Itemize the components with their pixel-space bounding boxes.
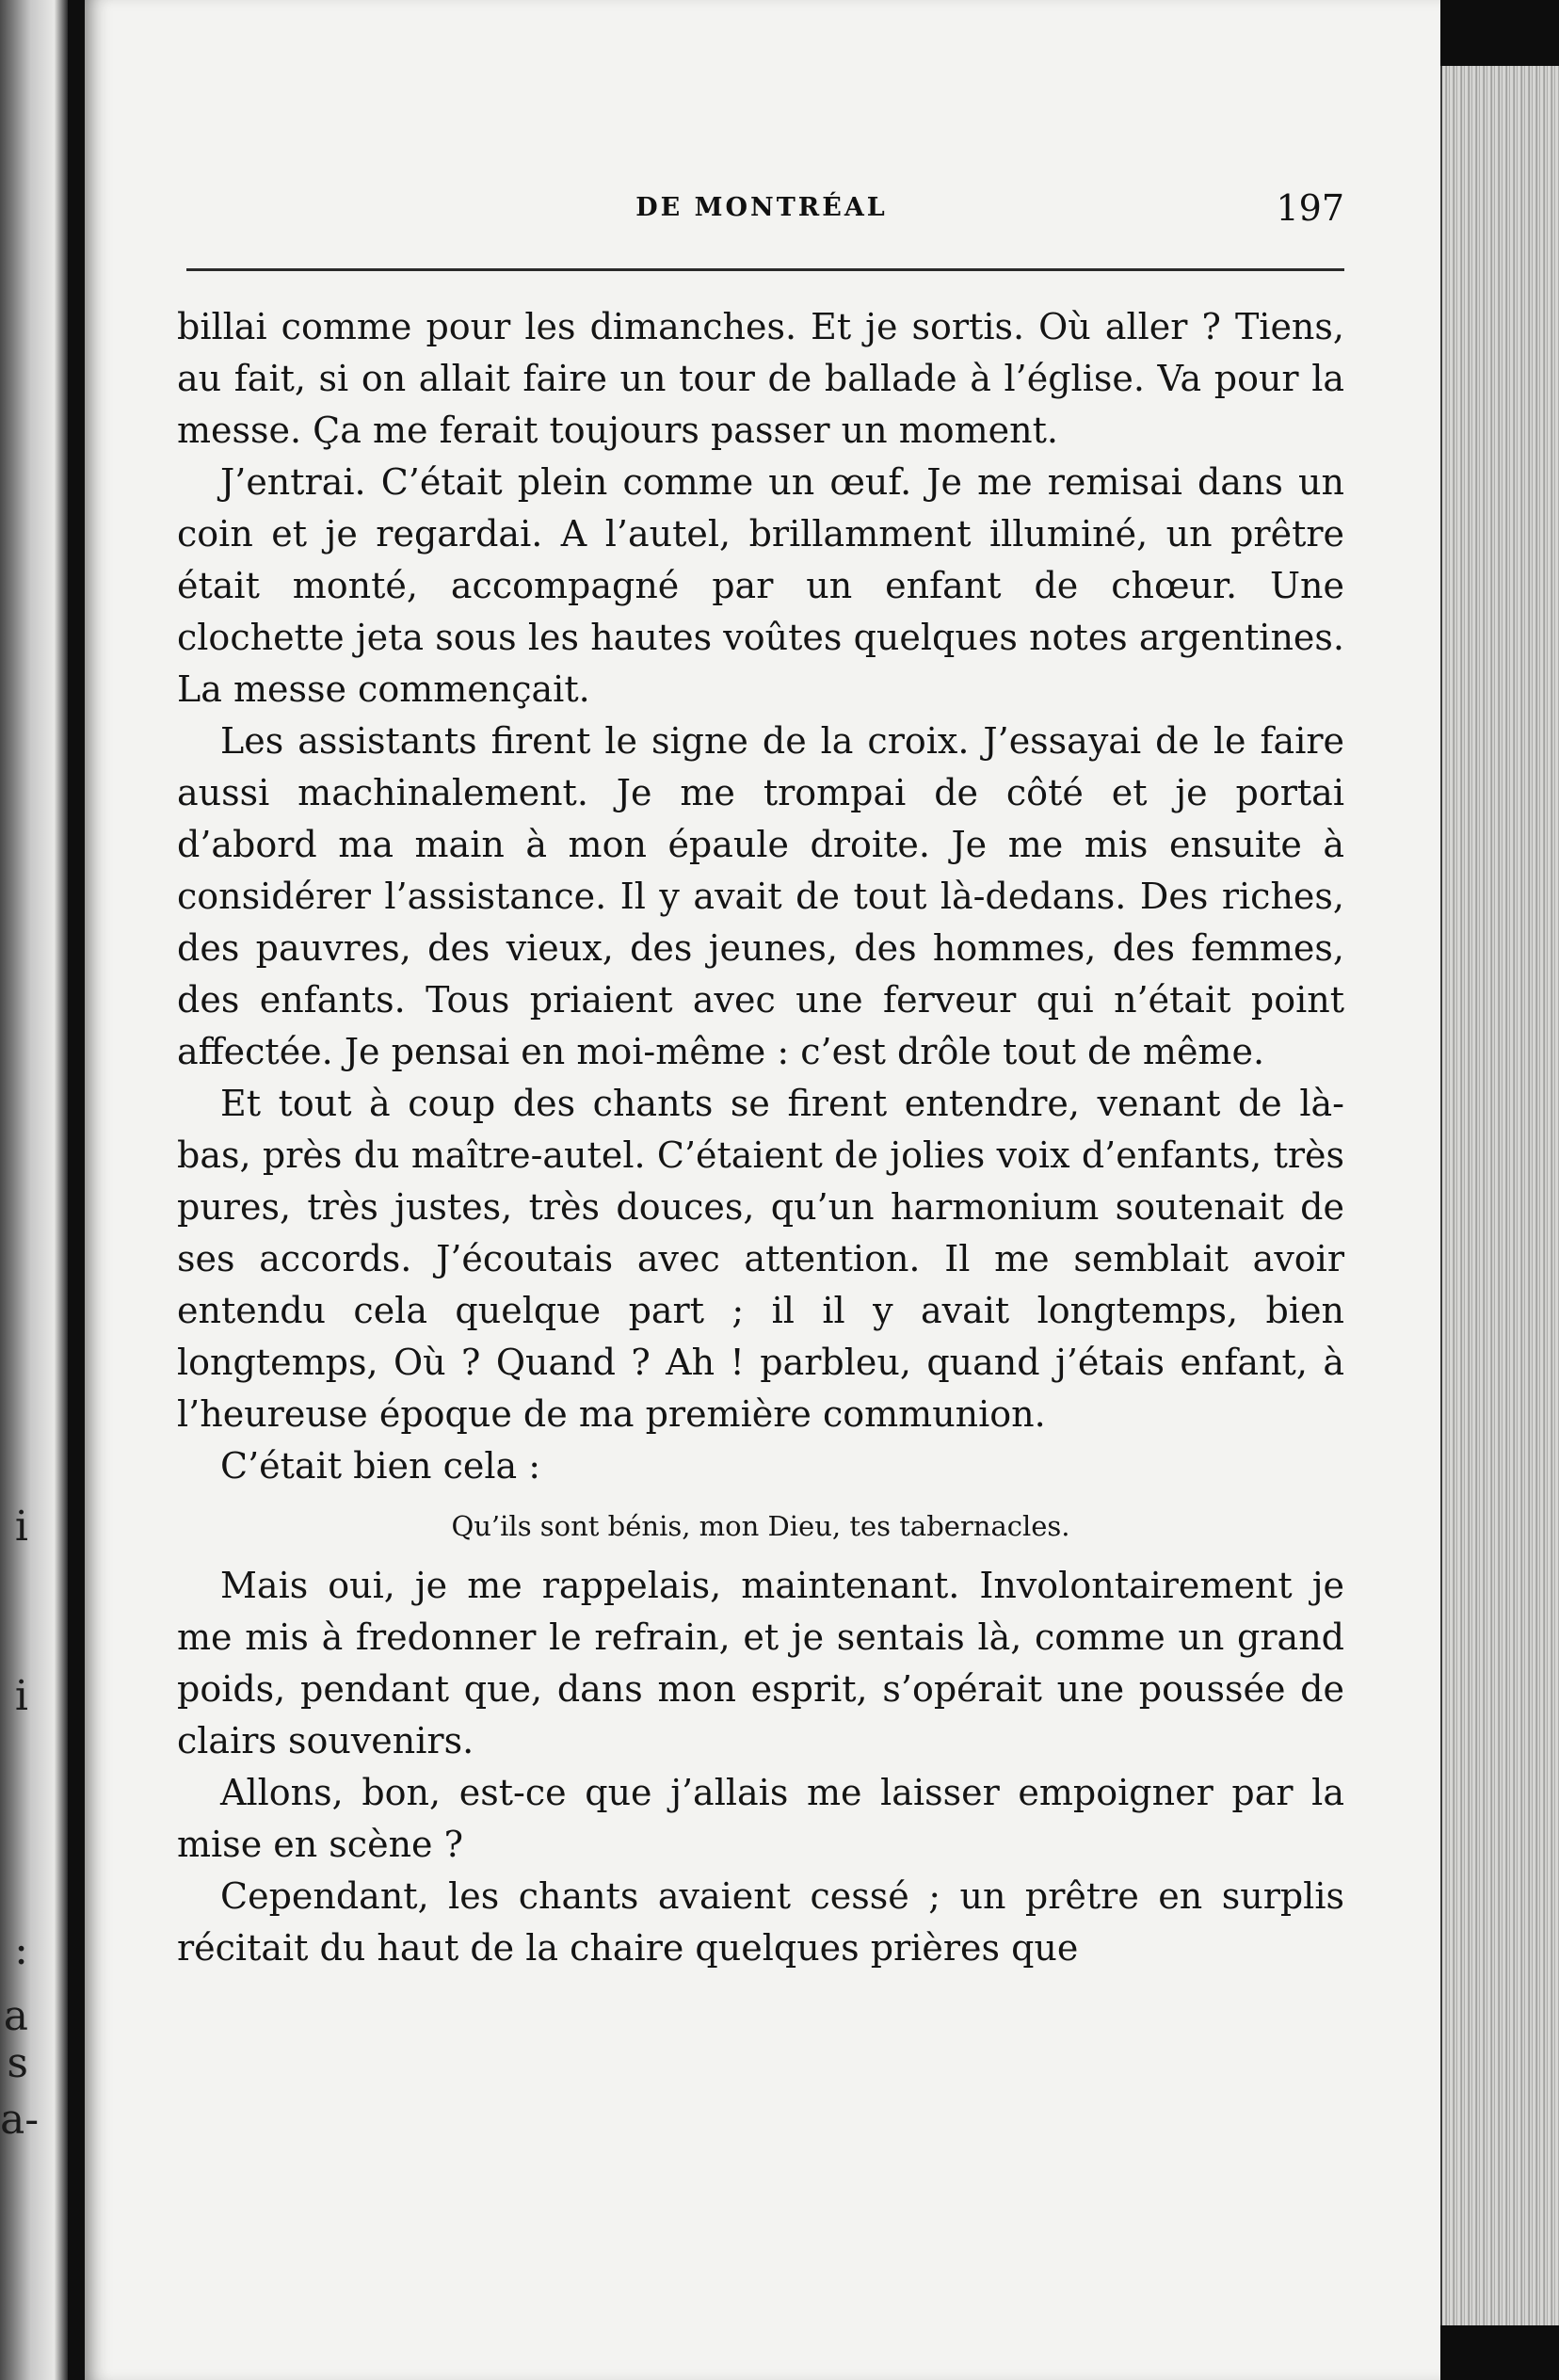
background-top [1440, 0, 1559, 66]
book-gutter [68, 0, 85, 2380]
paragraph: Et tout à coup des chants se firent entendre, venant de là-bas, près du maître-autel. C’étaient de jolies voix d’enfants, très pures, très justes, très douces, qu’un harmonium soutenait de ses accords. J’écoutais avec attention. Il me semblait avoir entendu cela quelque part ; il il y avait longtemps, bien longtemps, Où ? Quand ? Ah ! parbleu, quand j’étais enfant, à l’heureuse époque de ma première communion. [177, 1083, 1344, 1435]
header-rule [186, 268, 1344, 271]
paragraph: C’était bien cela : [220, 1445, 541, 1487]
book-page [85, 0, 1440, 2380]
previous-page-fragment: i [14, 1672, 28, 1720]
previous-page-fragment: s [7, 2039, 28, 2087]
previous-page-edge [0, 0, 68, 2380]
previous-page-fragment: a [3, 1992, 28, 2040]
running-title: DE MONTRÉAL [635, 193, 888, 222]
paragraph: Les assistants firent le signe de la croix. J’essayai de le faire aussi machinalement. Je me trompai de côté et je portai d’abord ma main à mon épaule droite. Je me mis ensuite à considérer l’assistance. Il y avait de tout là-dedans. Des riches, des pauvres, des vieux, des jeunes, des hommes, des femmes, des enfants. Tous priaient avec une ferveur qui n’était point affectée. Je pensai en moi-même : c’est drôle tout de même. [177, 720, 1344, 1072]
previous-page-fragment: a- [0, 2096, 40, 2144]
previous-page-fragment: i [14, 1503, 28, 1551]
paragraph: Allons, bon, est-ce que j’allais me laisser empoigner par la mise en scène ? [177, 1772, 1344, 1865]
paragraph: billai comme pour les dimanches. Et je sortis. Où aller ? Tiens, au fait, si on allait faire un tour de ballade à l’église. Va pour la messe. Ça me ferait toujours passer un moment. [177, 306, 1344, 451]
hymn-quotation: Qu’ils sont bénis, mon Dieu, tes tabernacles. [451, 1510, 1070, 1542]
paragraph: Cependant, les chants avaient cessé ; un prêtre en surplis récitait du haut de la chaire quelques prières que [177, 1875, 1344, 1969]
body-text [177, 301, 1344, 1974]
paragraph: Mais oui, je me rappelais, maintenant. Involontairement je me mis à fredonner le refrain, et je sentais là, comme un grand poids, pendant que, dans mon esprit, s’opérait une poussée de clairs souvenirs. [177, 1565, 1344, 1761]
previous-page-fragment: : [14, 1926, 28, 1974]
paragraph: J’entrai. C’était plein comme un œuf. Je me remisai dans un coin et je regardai. A l’autel, brillamment illuminé, un prêtre était monté, accompagné par un enfant de chœur. Une clochette jeta sous les hautes voûtes quelques notes argentines. La messe commençait. [177, 461, 1344, 710]
page-stack-edge [1440, 66, 1559, 2325]
page-number: 197 [1276, 187, 1344, 229]
background-bottom [1440, 2325, 1559, 2380]
running-head [179, 187, 1344, 249]
